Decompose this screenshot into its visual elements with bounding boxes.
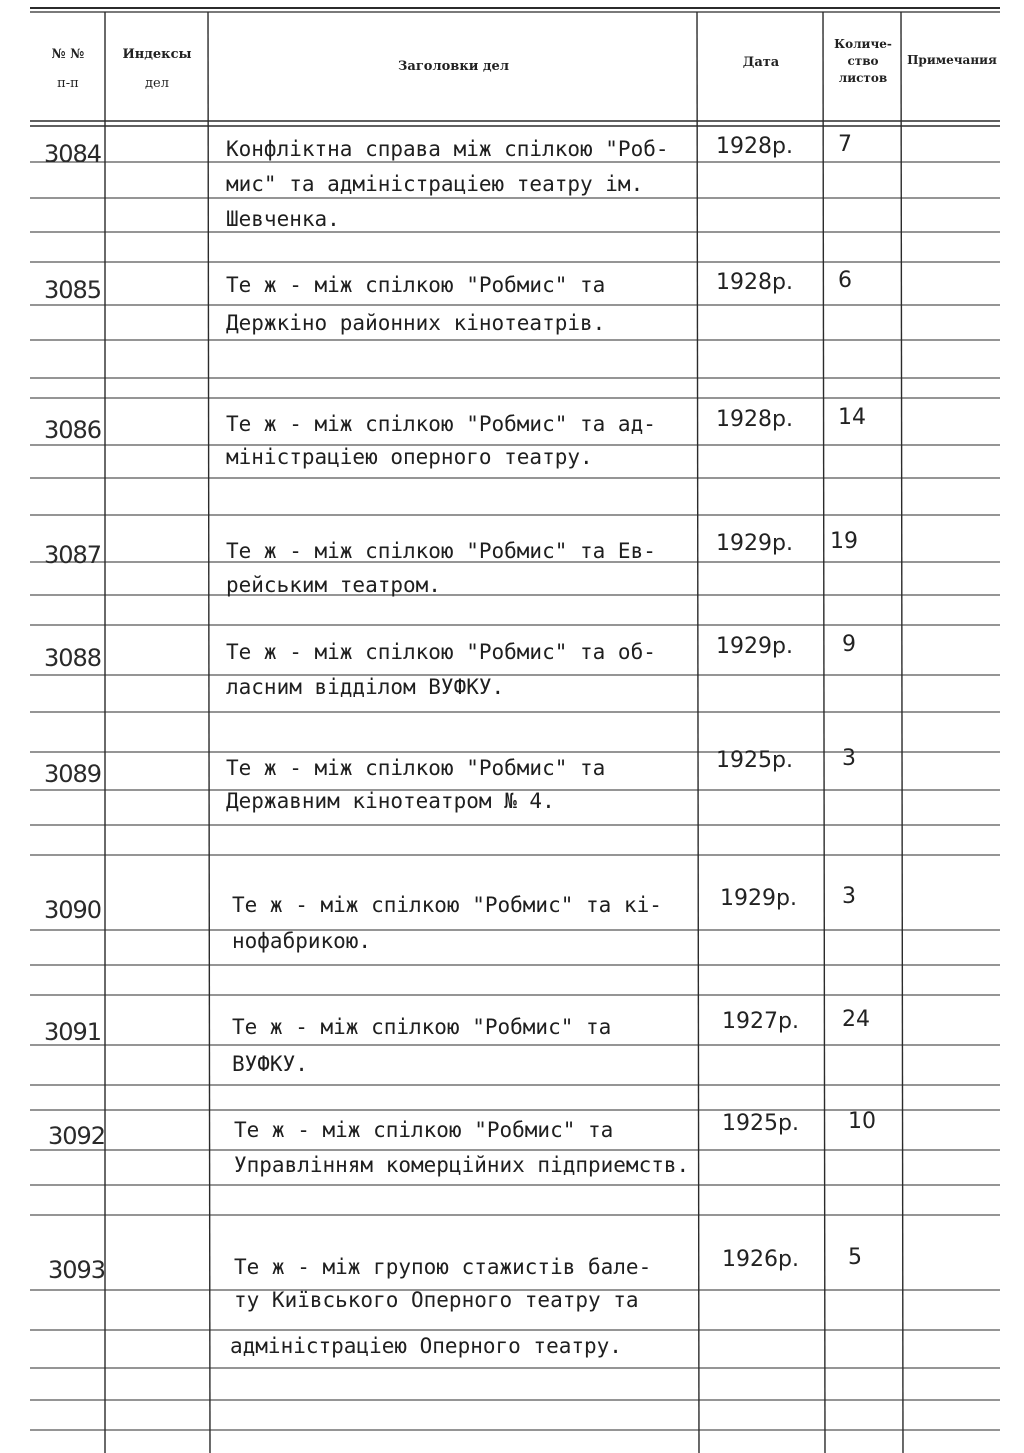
row-title-line: Те ж - мiж групою стажистiв бале- [234, 1255, 652, 1279]
row-number: 3087 [44, 541, 102, 569]
row-title-line: Те ж - мiж спiлкою "Робмис" та кi- [232, 893, 662, 917]
row-number: 3086 [44, 416, 102, 444]
row-title-line: мис" та адмiнiстрацiею театру iм. [226, 172, 644, 196]
header-title: Заголовки дел [398, 59, 509, 74]
row-date: 1925р. [722, 1111, 799, 1136]
row-sheets: 14 [838, 405, 866, 430]
row-sheets: 6 [838, 268, 852, 293]
row-number: 3084 [44, 140, 102, 168]
header-index-top: Индексы [122, 47, 192, 62]
row-title-line: мiнiстрацiею оперного театру. [226, 445, 593, 469]
row-title-line: рейським театром. [226, 573, 441, 597]
row-sheets: 3 [842, 746, 856, 771]
row-title-line: Те ж - мiж спiлкою "Робмис" та [234, 1118, 614, 1142]
header-notes: Примечания [907, 53, 997, 67]
row-title-line: ту Київського Оперного театру та [234, 1288, 639, 1312]
row-date: 1928р. [716, 407, 793, 432]
row-sheets: 9 [842, 632, 856, 657]
header-number-top: № № [51, 47, 85, 62]
row-date: 1928р. [716, 134, 793, 159]
row-title-line: Те ж - мiж спiлкою "Робмис" та об- [226, 640, 656, 664]
row-number: 3089 [44, 760, 102, 788]
header-number [32, 46, 104, 92]
row-date: 1929р. [716, 531, 793, 556]
row-sheets: 7 [838, 132, 852, 157]
row-title-line: Те ж - мiж спiлкою "Робмис" та Ев- [226, 539, 656, 563]
row-number: 3088 [44, 644, 102, 672]
row-number: 3093 [48, 1256, 106, 1284]
row-title-line: Управлiнням комерцiйних пiдприемств. [234, 1153, 690, 1177]
header-sheets-l1: Количе- [834, 37, 892, 51]
header-sheets [825, 36, 901, 87]
row-number: 3085 [44, 276, 102, 304]
header-index [107, 46, 207, 92]
header-number-bottom: п-п [57, 76, 79, 91]
row-title-line: Те ж - мiж спiлкою "Робмис" та [226, 273, 606, 297]
row-sheets: 5 [848, 1245, 862, 1270]
row-date: 1929р. [720, 886, 797, 911]
header-sheets-l2: ство [847, 54, 879, 68]
row-number: 3092 [48, 1122, 106, 1150]
row-date: 1926р. [722, 1247, 799, 1272]
header-index-bottom: дел [145, 76, 169, 91]
row-title-line: Те ж - мiж спiлкою "Робмис" та [226, 756, 606, 780]
row-number: 3091 [44, 1018, 102, 1046]
row-title-line: Шевченка. [226, 207, 340, 231]
row-title-line: Держкiно районних кiнотеатрiв. [226, 311, 606, 335]
row-number: 3090 [44, 896, 102, 924]
row-title-line: Те ж - мiж спiлкою "Робмис" та [232, 1015, 612, 1039]
row-date: 1929р. [716, 634, 793, 659]
row-sheets: 10 [848, 1109, 876, 1134]
row-date: 1927р. [722, 1009, 799, 1034]
row-title-line: адмiнiстрацiею Оперного театру. [230, 1334, 622, 1358]
row-title-line: Державним кiнотеатром № 4. [226, 789, 555, 813]
row-title-line: Конфлiктна справа мiж спiлкою "Роб- [226, 137, 669, 161]
row-sheets: 19 [830, 529, 858, 554]
row-title-line: ласним вiддiлом ВУФКУ. [226, 675, 505, 699]
header-date: Дата [742, 55, 780, 70]
row-sheets: 3 [842, 884, 856, 909]
row-title-line: нофабрикою. [232, 929, 372, 953]
header-sheets-l3: листов [838, 71, 888, 85]
row-title-line: Те ж - мiж спiлкою "Робмис" та ад- [226, 412, 656, 436]
row-sheets: 24 [842, 1007, 870, 1032]
row-date: 1928р. [716, 270, 793, 295]
row-date: 1925р. [716, 748, 793, 773]
row-title-line: ВУФКУ. [232, 1052, 308, 1076]
